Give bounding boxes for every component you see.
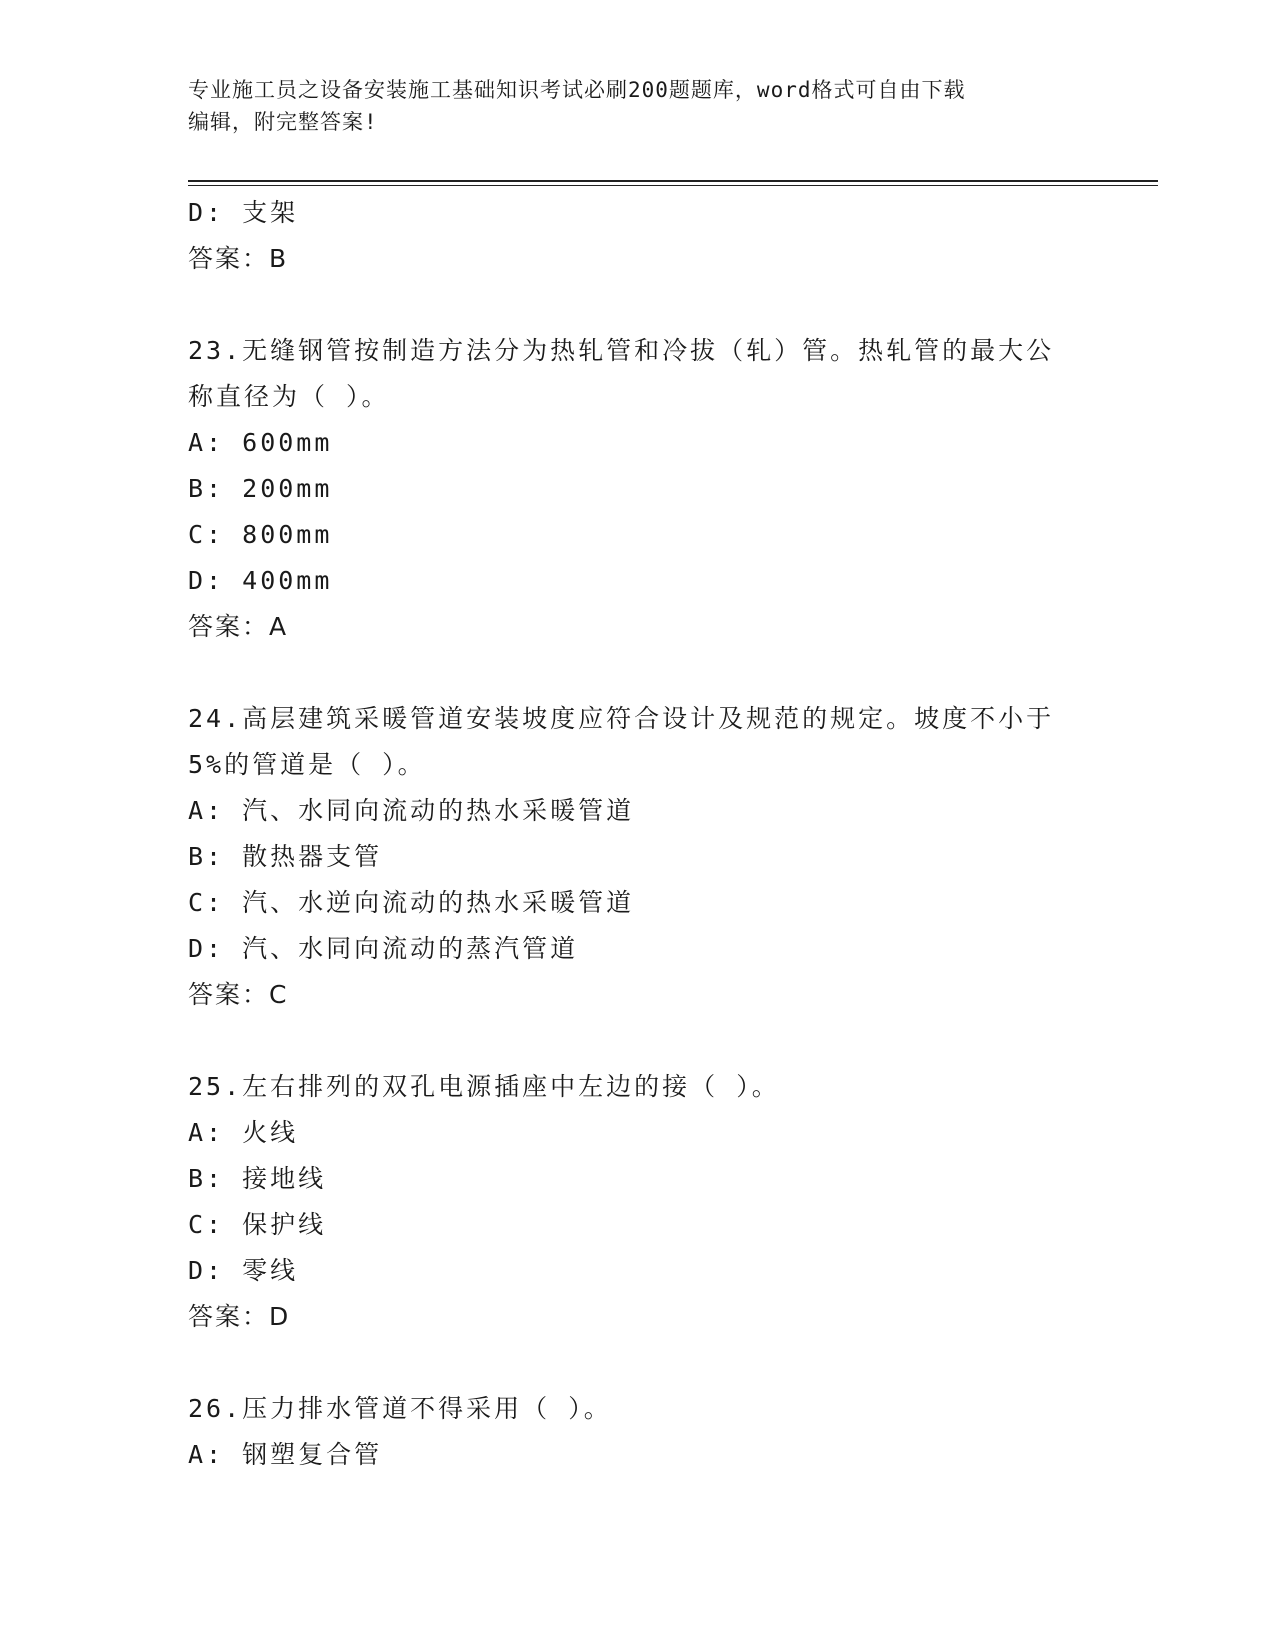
option-a: A: 汽、水同向流动的热水采暖管道	[188, 796, 635, 825]
option-b: B: 200mm	[188, 474, 333, 503]
answer-line: 答案：D	[188, 1302, 291, 1331]
header-line-1: 专业施工员之设备安装施工基础知识考试必刷200题题库，word格式可自由下载	[188, 78, 966, 102]
option-d: D: 400mm	[188, 566, 333, 595]
question-text-line-1: 23.无缝钢管按制造方法分为热轧管和冷拔（轧）管。热轧管的最大公	[188, 336, 1055, 365]
question-24	[188, 696, 1088, 1018]
option-b: B: 散热器支管	[188, 842, 383, 871]
question-text-line-2: 称直径为（ ）。	[188, 382, 390, 411]
option-d: D: 零线	[188, 1256, 299, 1285]
question-text-line-1: 25.左右排列的双孔电源插座中左边的接（ ）。	[188, 1072, 780, 1101]
question-26	[188, 1386, 1088, 1478]
question-23	[188, 328, 1088, 650]
answer-line: 答案：A	[188, 612, 289, 641]
option-a: A: 钢塑复合管	[188, 1440, 383, 1469]
header-divider-thin	[188, 185, 1158, 186]
answer-line: 答案：B	[188, 244, 289, 273]
question-text-line-1: 24.高层建筑采暖管道安装坡度应符合设计及规范的规定。坡度不小于	[188, 704, 1055, 733]
previous-question-tail	[188, 190, 1088, 282]
option-a: A: 600mm	[188, 428, 333, 457]
document-header	[188, 74, 1088, 138]
option-c: C: 保护线	[188, 1210, 327, 1239]
header-divider-thick	[188, 180, 1158, 182]
question-text-line-1: 26.压力排水管道不得采用（ ）。	[188, 1394, 612, 1423]
header-line-2: 编辑，附完整答案!	[188, 110, 378, 134]
spacer	[188, 650, 1088, 696]
answer-line: 答案：C	[188, 980, 289, 1009]
document-body	[188, 190, 1088, 1478]
question-text-line-2: 5%的管道是（ ）。	[188, 750, 426, 779]
option-d: D: 支架	[188, 198, 299, 227]
spacer	[188, 282, 1088, 328]
option-b: B: 接地线	[188, 1164, 327, 1193]
option-d: D: 汽、水同向流动的蒸汽管道	[188, 934, 579, 963]
question-25	[188, 1064, 1088, 1340]
spacer	[188, 1018, 1088, 1064]
spacer	[188, 1340, 1088, 1386]
option-c: C: 汽、水逆向流动的热水采暖管道	[188, 888, 635, 917]
option-c: C: 800mm	[188, 520, 333, 549]
option-a: A: 火线	[188, 1118, 299, 1147]
